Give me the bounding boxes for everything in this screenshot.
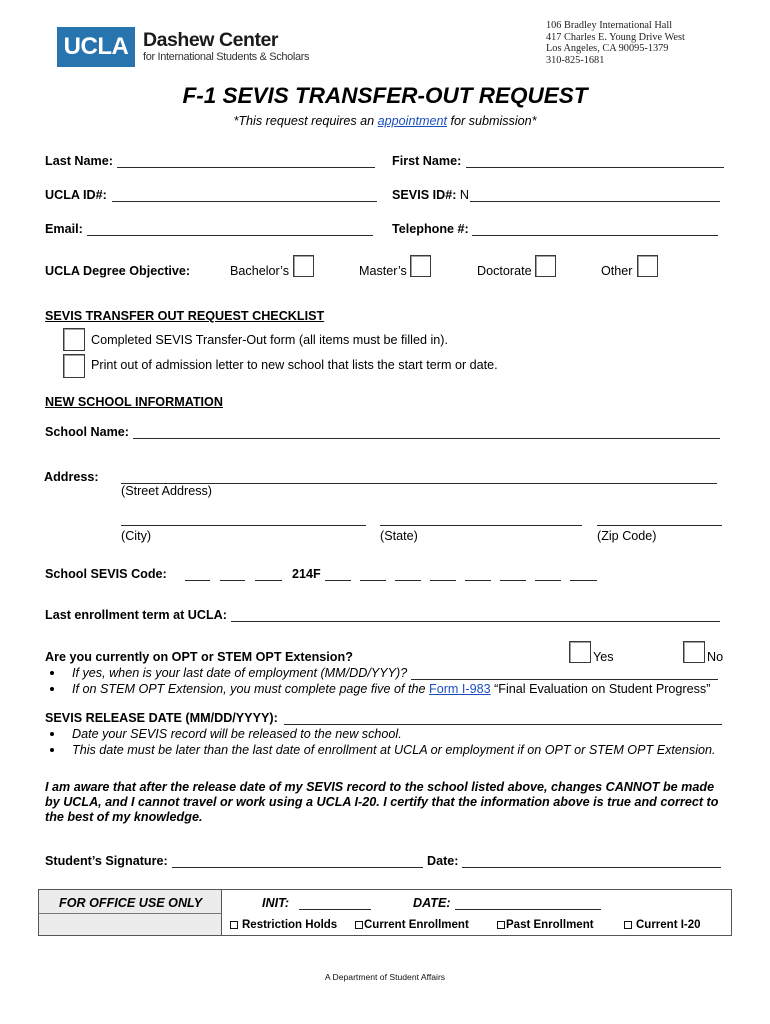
first-name-label: First Name:	[392, 154, 462, 168]
ucla-logo	[57, 27, 135, 67]
address-line: 417 Charles E. Young Drive West	[546, 31, 685, 43]
sevis-code-char-field[interactable]	[430, 580, 456, 581]
sevis-code-char-field[interactable]	[535, 580, 561, 581]
degree-option-other-label: Other	[601, 264, 633, 278]
opt-no-label: No	[707, 650, 724, 664]
zip-code-field[interactable]	[597, 525, 722, 526]
email-label: Email:	[45, 222, 83, 236]
last-employment-date-field[interactable]	[411, 679, 718, 680]
checklist-item: Completed SEVIS Transfer-Out form (all items must be filled in).	[91, 333, 448, 347]
current-i20-label: Current I-20	[636, 919, 701, 931]
zip-code-caption: (Zip Code)	[597, 529, 657, 543]
form-i983-link[interactable]: Form I-983	[429, 682, 491, 696]
last-enrollment-term-field[interactable]	[231, 621, 720, 622]
degree-option-doctorate-label: Doctorate	[477, 264, 532, 278]
signature-date-field[interactable]	[462, 867, 721, 868]
sevis-code-char-field[interactable]	[570, 580, 597, 581]
opt-yes-checkbox[interactable]	[569, 641, 591, 663]
stem-opt-note-before: If on STEM OPT Extension, you must complete page five of the	[72, 682, 429, 696]
past-enrollment-label: Past Enrollment	[506, 919, 594, 931]
center-subtitle: for International Students & Scholars	[143, 51, 310, 63]
sevis-code-char-field[interactable]	[325, 580, 351, 581]
bullet-icon	[50, 732, 54, 736]
telephone-field[interactable]	[472, 235, 718, 236]
degree-other-checkbox[interactable]	[637, 255, 658, 277]
appointment-note-after: for submission*	[446, 114, 537, 128]
checklist-form-checkbox[interactable]	[63, 328, 85, 351]
past-enrollment-checkbox[interactable]	[497, 921, 505, 929]
degree-objective-label: UCLA Degree Objective:	[45, 264, 191, 278]
checklist-admission-letter-checkbox[interactable]	[63, 354, 85, 378]
first-name-field[interactable]	[466, 167, 724, 168]
page-footer: A Department of Student Affairs	[324, 972, 446, 982]
state-caption: (State)	[380, 529, 418, 543]
appointment-note	[0, 114, 770, 128]
sevis-code-char-field[interactable]	[395, 580, 421, 581]
opt-yes-label: Yes	[593, 650, 614, 664]
city-caption: (City)	[121, 529, 152, 543]
office-use-heading: FOR OFFICE USE ONLY	[59, 896, 203, 910]
new-school-heading: NEW SCHOOL INFORMATION	[45, 395, 223, 409]
sevis-code-char-field[interactable]	[360, 580, 386, 581]
stem-opt-note-after: “Final Evaluation on Student Progress”	[490, 682, 711, 696]
opt-no-checkbox[interactable]	[683, 641, 705, 663]
sevis-release-date-field[interactable]	[284, 724, 722, 725]
ucla-id-label: UCLA ID#:	[45, 188, 107, 202]
ucla-logo-text: UCLA	[63, 33, 129, 60]
current-enrollment-checkbox[interactable]	[355, 921, 363, 929]
sevis-code-char-field[interactable]	[255, 580, 282, 581]
address-line: 106 Bradley International Hall	[546, 20, 673, 31]
school-sevis-code-label: School SEVIS Code:	[45, 567, 167, 581]
release-note: This date must be later than the last date of enrollment at UCLA or employment if on OPT or STEM OPT Extension.	[72, 743, 716, 757]
sevis-code-char-field[interactable]	[465, 580, 491, 581]
office-date-field[interactable]	[455, 909, 601, 910]
school-name-field[interactable]	[133, 438, 720, 439]
address-line: Los Angeles, CA 90095-1379	[546, 43, 669, 54]
office-date-label: DATE:	[413, 896, 451, 910]
bullet-icon	[50, 748, 54, 752]
appointment-link[interactable]: appointment	[377, 114, 447, 128]
certification-line: the best of my knowledge.	[45, 810, 203, 824]
office-cell-divider	[38, 913, 222, 914]
bullet-icon	[50, 687, 54, 691]
form-title: F-1 SEVIS TRANSFER-OUT REQUEST	[182, 83, 588, 108]
school-name-label: School Name:	[45, 425, 129, 439]
email-field[interactable]	[87, 235, 373, 236]
student-signature-label: Student’s Signature:	[45, 854, 168, 868]
certification-line: by UCLA, and I cannot travel or work using a UCLA I-20. I certify that the information above is true and correct to	[45, 795, 719, 809]
checklist-heading: SEVIS TRANSFER OUT REQUEST CHECKLIST	[45, 309, 325, 323]
sevis-id-field[interactable]	[470, 201, 720, 202]
sevis-id-label-group	[392, 188, 469, 202]
last-enrollment-term-label: Last enrollment term at UCLA:	[45, 608, 227, 622]
degree-masters-checkbox[interactable]	[410, 255, 431, 277]
sevis-code-char-field[interactable]	[500, 580, 526, 581]
restriction-holds-label: Restriction Holds	[242, 919, 338, 931]
sevis-id-prefix: N	[459, 188, 469, 202]
degree-bachelors-checkbox[interactable]	[293, 255, 314, 277]
sevis-id-label: SEVIS ID#:	[392, 188, 457, 202]
signature-date-label: Date:	[427, 854, 459, 868]
student-signature-field[interactable]	[172, 867, 423, 868]
state-field[interactable]	[380, 525, 582, 526]
stem-opt-note	[72, 682, 710, 696]
degree-doctorate-checkbox[interactable]	[535, 255, 556, 277]
city-field[interactable]	[121, 525, 366, 526]
current-i20-checkbox[interactable]	[624, 921, 632, 929]
bullet-icon	[50, 671, 54, 675]
address-label: Address:	[44, 470, 99, 484]
sevis-code-char-field[interactable]	[185, 580, 210, 581]
checklist-item: Print out of admission letter to new school that lists the start term or date.	[91, 358, 498, 372]
sevis-release-date-label: SEVIS RELEASE DATE (MM/DD/YYYY):	[45, 711, 278, 725]
last-name-label: Last Name:	[45, 154, 113, 168]
degree-option-bachelors-label: Bachelor’s	[230, 264, 290, 278]
sevis-code-char-field[interactable]	[220, 580, 245, 581]
office-init-label: INIT:	[262, 896, 290, 910]
ucla-id-field[interactable]	[112, 201, 377, 202]
appointment-note-before: *This request requires an	[233, 114, 378, 128]
degree-option-masters-label: Master’s	[359, 264, 407, 278]
center-name: Dashew Center	[143, 29, 279, 51]
last-name-field[interactable]	[117, 167, 375, 168]
sevis-code-fixed-part: 214F	[292, 567, 321, 581]
office-init-field[interactable]	[299, 909, 371, 910]
telephone-label: Telephone #:	[392, 222, 469, 236]
street-address-caption: (Street Address)	[121, 484, 212, 498]
address-line: 310-825-1681	[546, 54, 605, 66]
current-enrollment-label: Current Enrollment	[364, 919, 469, 931]
release-note: Date your SEVIS record will be released to the new school.	[72, 727, 402, 741]
opt-question: Are you currently on OPT or STEM OPT Extension?	[45, 650, 353, 664]
opt-last-employment-text: If yes, when is your last date of employment (MM/DD/YYY)?	[72, 666, 408, 680]
restriction-holds-checkbox[interactable]	[230, 921, 238, 929]
certification-line: I am aware that after the release date of my SEVIS record to the school listed above, changes CANNOT be made	[45, 780, 715, 794]
